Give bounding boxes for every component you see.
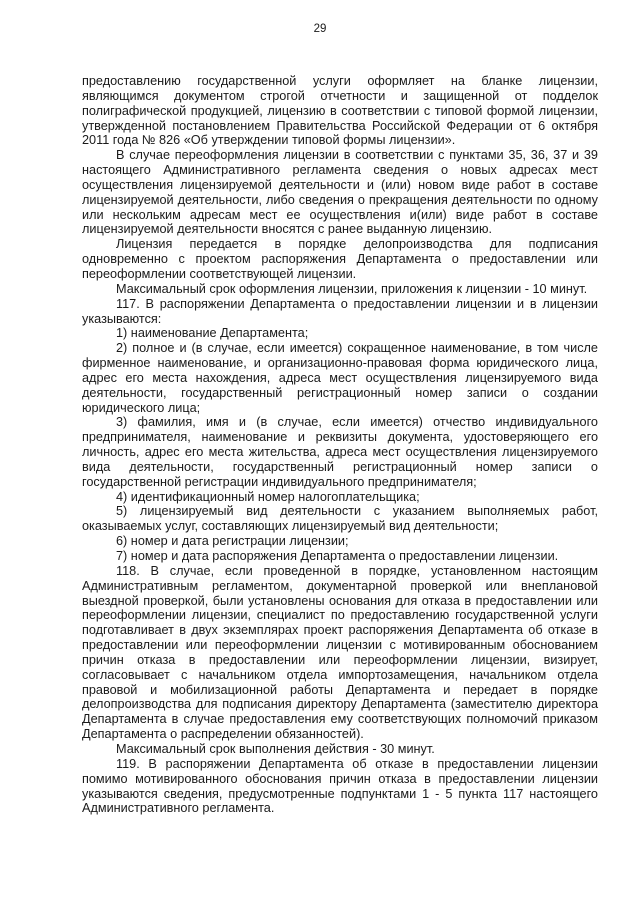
paragraph-reissue-license: В случае переоформления лицензии в соответствии с пунктами 35, 36, 37 и 39 настоящего Административного регламента сведения о новых адресах мест осуществления лицензируемой деятельности и (или) новом виде работ в составе лицензируемой деятельности, либо сведения о прекращения деятельности по одному или нескольким адресам мест ее осуществления и(или) виде работ в составе лицензируемой деятельности вносятся с ранее выданную лицензию. [82,148,598,237]
paragraph-119: 119. В распоряжении Департамента об отказе в предоставлении лицензии помимо мотивированного обоснования причин отказа в предоставлении лицензии указываются сведения, предусмотренные подпунктами 1 - 5 пункта 117 настоящего Административного регламента. [82,756,598,816]
list-item-5: 5) лицензируемый вид деятельности с указанием выполняемых работ, оказываемых услуг, составляющих лицензируемый вид деятельности; [82,504,598,534]
paragraph-118: 118. В случае, если проведенной в порядке, установленном настоящим Административным регламентом, документарной проверкой или внеплановой выездной проверкой, были установлены основания для отказа в предоставлении или переоформлении лицензии, специалист по предоставлению государственной услуги подготавливает в двух экземплярах проект распоряжения Департамента об отказе в предоставлении или переоформлении лицензии с мотивированным обоснованием причин отказа в предоставлении или переоформлении лицензии, визирует, согласовывает с начальником отдела импортозамещения, начальником отдела правовой и мобилизационной работы Департамента и передает в порядке делопроизводства для подписания директору Департамента (заместителю директора Департамента в случае предоставления ему соответствующих полномочий приказом Департамента о распределении обязанностей). [82,563,598,742]
paragraph-117-intro: 117. В распоряжении Департамента о предоставлении лицензии и в лицензии указываются: [82,296,598,326]
paragraph-continuation: предоставлению государственной услуги оформляет на бланке лицензии, являющимся документом строгой отчетности и защищенной от подделок полиграфической продукцией, лицензию в соответствии с типовой формой лицензии, утвержденной постановлением Правительства Российской Федерации от 6 октября 2011 года № 826 «Об утверждении типовой формы лицензии». [82,74,598,148]
paragraph-max-term-10: Максимальный срок оформления лицензии, приложения к лицензии - 10 минут. [116,281,588,296]
list-item-3: 3) фамилия, имя и (в случае, если имеется) отчество индивидуального предпринимателя, наименование и реквизиты документа, удостоверяющего его личность, адрес его места жительства, адреса мест осуществления лицензируемого вида деятельности, государственный регистрационный номер записи о государственной регистрации индивидуального предпринимателя; [82,415,598,489]
list-item-1: 1) наименование Департамента; [116,326,309,341]
list-item-4: 4) идентификационный номер налогоплательщика; [116,489,420,504]
document-body [82,74,598,816]
paragraph-max-term-30: Максимальный срок выполнения действия - 30 минут. [116,741,435,756]
paragraph-license-transfer: Лицензия передается в порядке делопроизводства для подписания одновременно с проектом распоряжения Департамента о предоставлении или переоформлении соответствующей лицензии. [82,237,598,281]
list-item-7: 7) номер и дата распоряжения Департамента о предоставлении лицензии. [116,549,559,563]
list-item-6: 6) номер и дата регистрации лицензии; [116,534,349,549]
page-number: 29 [313,23,327,35]
list-item-2: 2) полное и (в случае, если имеется) сокращенное наименование, в том числе фирменное наименование, и организационно-правовая форма юридического лица, адрес его места нахождения, адреса мест осуществления лицензируемого вида деятельности, государственный регистрационный номер записи о создании юридического лица; [82,341,598,415]
